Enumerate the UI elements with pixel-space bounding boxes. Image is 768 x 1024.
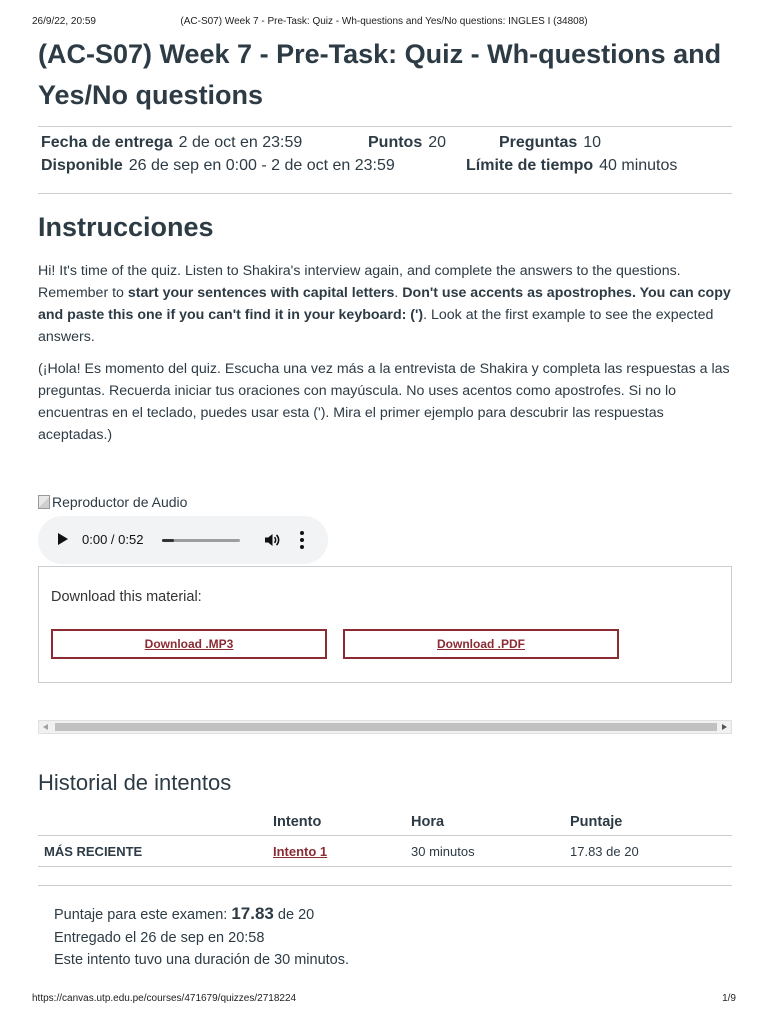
scroll-right-icon[interactable] — [722, 724, 727, 730]
duration-line: Este intento tuvo una duración de 30 minutos. — [54, 952, 350, 968]
download-label: Download this material: — [51, 589, 202, 605]
due-date — [41, 134, 302, 152]
available-label: Disponible — [41, 157, 123, 174]
time-limit — [466, 157, 677, 175]
audio-player — [38, 516, 328, 564]
due-date-value: 2 de oct en 23:59 — [178, 134, 303, 151]
questions-label: Preguntas — [499, 134, 578, 151]
table-header — [38, 808, 732, 836]
due-date-label: Fecha de entrega — [41, 134, 173, 151]
table-row — [38, 836, 732, 867]
attempt-score: 17.83 de 20 — [570, 844, 639, 859]
instructions-paragraph-en — [38, 260, 732, 348]
score-suffix: de 20 — [277, 907, 315, 923]
score-value: 17.83 — [231, 904, 274, 923]
print-header — [32, 16, 736, 30]
attempt-summary — [38, 885, 732, 968]
details-row — [41, 157, 732, 179]
download-mp3-button[interactable]: Download .MP3 — [51, 629, 327, 659]
most-recent-label: MÁS RECIENTE — [44, 844, 143, 859]
audio-progress-fill — [162, 539, 174, 542]
instructions-emphasis: Don't use accents as apostrophes. You can copy and paste this one if you can't find it in your keyboard: (') — [38, 285, 731, 323]
submitted-line: Entregado el 26 de sep en 20:58 — [54, 930, 265, 946]
instructions-paragraph-es: (¡Hola! Es momento del quiz. Escucha una vez más a la entrevista de Shakira y completa las respuestas a las preguntas. Recuerda iniciar tus oraciones con mayúscula. No uses acentos como apostrofes. Si no lo encuentras en el teclado, puedes usar esta ('). Mira el primer ejemplo para descubrir las respuestas aceptadas.) — [38, 361, 730, 443]
instructions-heading: Instrucciones — [38, 212, 214, 242]
audio-progress-track[interactable] — [162, 539, 240, 542]
details-row — [41, 134, 732, 156]
points — [368, 134, 446, 152]
time-limit-label: Límite de tiempo — [466, 157, 594, 174]
volume-icon[interactable] — [263, 531, 281, 549]
print-document-title: (AC-S07) Week 7 - Pre-Task: Quiz - Wh-questions and Yes/No questions: INGLES I (34808) — [180, 16, 588, 27]
print-page-number: 1/9 — [722, 993, 736, 1004]
download-pdf-button[interactable]: Download .PDF — [343, 629, 619, 659]
download-box — [38, 566, 732, 683]
column-header-score: Puntaje — [570, 814, 623, 830]
print-date: 26/9/22, 20:59 — [32, 16, 96, 27]
points-label: Puntos — [368, 134, 423, 151]
quiz-content — [38, 34, 732, 456]
score-line — [54, 904, 314, 924]
print-footer — [32, 993, 736, 1007]
questions — [499, 134, 601, 152]
score-prefix: Puntaje para este examen: — [54, 907, 228, 923]
attempt-history-table — [38, 808, 732, 867]
audio-image-alt-text: Reproductor de Audio — [52, 494, 188, 510]
available-value: 26 de sep en 0:00 - 2 de oct en 23:59 — [128, 157, 395, 174]
scrollbar-thumb[interactable] — [55, 723, 717, 731]
play-icon[interactable] — [58, 533, 68, 545]
instructions-emphasis: start your sentences with capital letters — [127, 285, 395, 301]
attempt-1-link[interactable]: Intento 1 — [273, 844, 328, 859]
instructions-text-part: . Look at the first example to see the expected answers. — [38, 307, 714, 345]
quiz-title: (AC-S07) Week 7 - Pre-Task: Quiz - Wh-questions and Yes/No questions — [38, 39, 722, 110]
column-header-attempt: Intento — [273, 814, 322, 830]
audio-time: 0:00 / 0:52 — [82, 532, 144, 547]
attempt-history-heading: Historial de intentos — [38, 770, 232, 795]
attempt-time: 30 minutos — [411, 844, 475, 859]
available — [41, 157, 395, 175]
instructions-text — [38, 260, 732, 446]
broken-image-icon — [38, 495, 50, 509]
points-value: 20 — [428, 134, 447, 151]
instructions-text-part: . — [394, 285, 403, 301]
column-header-time: Hora — [411, 814, 445, 830]
time-limit-value: 40 minutos — [599, 157, 678, 174]
more-options-icon[interactable] — [300, 530, 306, 550]
print-url: https://canvas.utp.edu.pe/courses/471679/quizzes/2718224 — [32, 993, 297, 1004]
scroll-left-icon[interactable] — [43, 724, 48, 730]
questions-value: 10 — [583, 134, 602, 151]
instructions-text-part: Hi! It's time of the quiz. Listen to Shakira's interview again, and complete the answers to the questions. Remember to — [38, 263, 681, 301]
horizontal-scrollbar[interactable] — [38, 720, 732, 734]
audio-image-alt — [38, 494, 187, 510]
quiz-details — [38, 126, 732, 194]
